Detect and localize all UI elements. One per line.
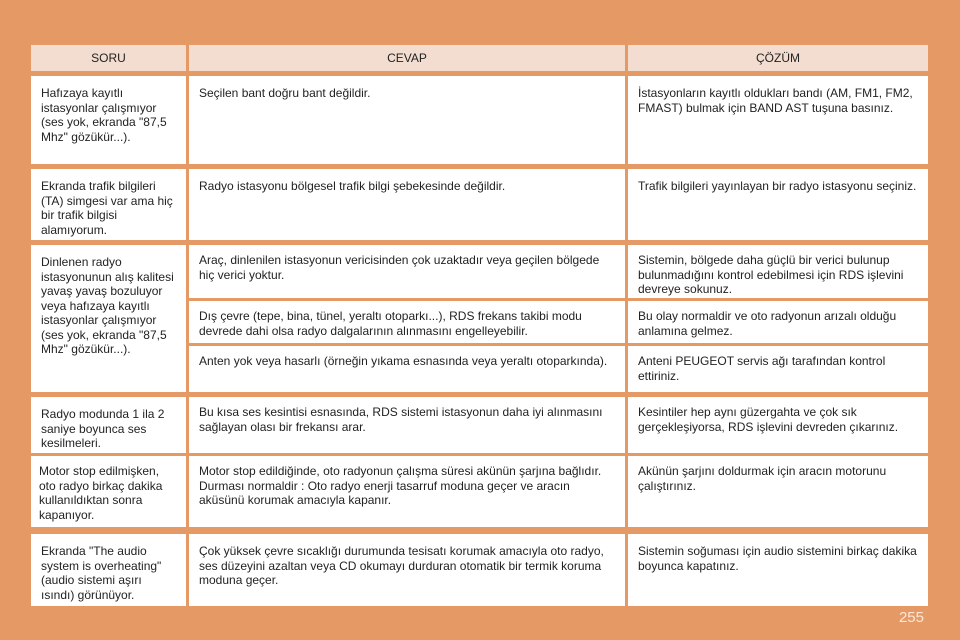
row-4-solution: Kesintiler hep aynı güzergahta ve çok sık gerçekleşiyorsa, RDS işlevini devreden çıkarınız. <box>628 397 928 453</box>
row-6-solution: Sistemin soğuması için audio sistemini birkaç dakika boyunca kapatınız. <box>628 534 928 606</box>
row-5-question: Motor stop edilmişken, oto radyo birkaç dakika kullanıldıktan sonra kapanıyor. <box>31 456 186 527</box>
row-3c-answer: Anten yok veya hasarlı (örneğin yıkama esnasında veya yeraltı otoparkında). <box>189 346 625 392</box>
row-1-solution: İstasyonların kayıtlı oldukları bandı (AM, FM1, FM2, FMAST) bulmak için BAND AST tuşuna basınız. <box>628 76 928 164</box>
row-6-question: Ekranda "The audio system is overheating" (audio sistemi aşırı ısındı) görünüyor. <box>31 534 186 606</box>
row-3b-answer: Dış çevre (tepe, bina, tünel, yeraltı otoparkı...), RDS frekans takibi modu devrede dahi olsa radyo dalgalarının alınmasını engelleyebilir. <box>189 301 625 343</box>
row-5-solution: Akünün şarjını doldurmak için aracın motorunu çalıştırınız. <box>628 456 928 527</box>
page-number: 255 <box>898 609 924 626</box>
header-solution: ÇÖZÜM <box>628 45 928 71</box>
row-4-question: Radyo modunda 1 ila 2 saniye boyunca ses kesilmeleri. <box>31 397 186 453</box>
header-question: SORU <box>31 45 186 71</box>
table-header <box>31 45 928 71</box>
row-1-question: Hafızaya kayıtlı istasyonlar çalışmıyor (ses yok, ekranda "87,5 Mhz" gözükür...). <box>31 76 186 164</box>
row-5-answer: Motor stop edildiğinde, oto radyonun çalışma süresi akünün şarjına bağlıdır. Durması normaldir : Oto radyo enerji tasarruf moduna geçer ve aracın aküsünü korumak amacıyla kapanır. <box>189 456 625 527</box>
row-3a-solution: Sistemin, bölgede daha güçlü bir verici bulunup bulunmadığını kontrol edebilmesi için RDS işlevini devreye sokunuz. <box>628 245 928 298</box>
row-3a-answer: Araç, dinlenilen istasyonun vericisinden çok uzaktadır veya geçilen bölgede hiç verici yoktur. <box>189 245 625 298</box>
row-2-answer: Radyo istasyonu bölgesel trafik bilgi şebekesinde değildir. <box>189 169 625 240</box>
row-3c-solution: Anteni PEUGEOT servis ağı tarafından kontrol ettiriniz. <box>628 346 928 392</box>
row-6-answer: Çok yüksek çevre sıcaklığı durumunda tesisatı korumak amacıyla oto radyo, ses düzeyini azaltan veya CD okumayı durduran otomatik bir termik koruma moduna geçer. <box>189 534 625 606</box>
row-1-answer: Seçilen bant doğru bant değildir. <box>189 76 625 164</box>
row-4-answer: Bu kısa ses kesintisi esnasında, RDS sistemi istasyonun daha iyi alınmasını sağlayan olası bir frekansı arar. <box>189 397 625 453</box>
row-3-question: Dinlenen radyo istasyonunun alış kalitesi yavaş yavaş bozuluyor veya hafızaya kayıtlı istasyonlar çalışmıyor (ses yok, ekranda "87,5 Mhz" gözükür...). <box>31 245 186 392</box>
row-2-solution: Trafik bilgileri yayınlayan bir radyo istasyonu seçiniz. <box>628 169 928 240</box>
row-2-question: Ekranda trafik bilgileri (TA) simgesi var ama hiç bir trafik bilgisi alamıyorum. <box>31 169 186 240</box>
row-3b-solution: Bu olay normaldir ve oto radyonun arızalı olduğu anlamına gelmez. <box>628 301 928 343</box>
header-answer: CEVAP <box>189 45 625 71</box>
